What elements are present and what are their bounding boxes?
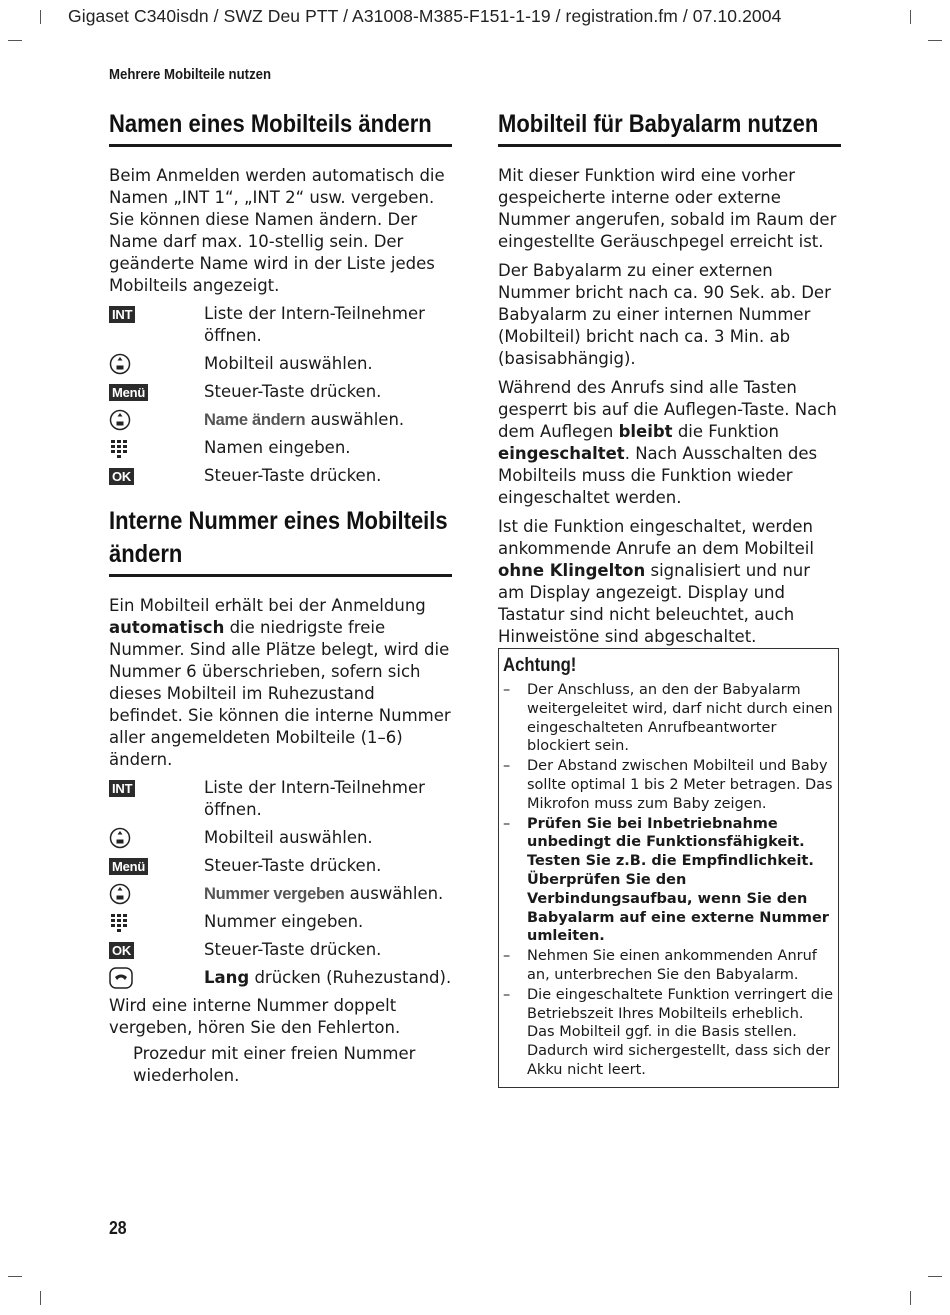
right-column xyxy=(498,108,841,655)
left-column xyxy=(109,108,452,1087)
section-intro: Beim Anmelden werden automatisch die Namen „INT 1“, „INT 2“ usw. vergeben. Sie können diese Namen ändern. Der Name darf max. 10-stellig sein. Der geänderte Name wird in der Liste jedes Mobilteils angezeigt. xyxy=(109,166,445,295)
warning-item: – Nehmen Sie einen ankommenden Anruf an, unterbrechen Sie den Babyalarm. xyxy=(503,948,817,983)
crop-mark xyxy=(910,1291,911,1305)
keypad-icon xyxy=(109,437,131,459)
crop-mark xyxy=(8,1276,22,1277)
step-text: Steuer-Taste drücken. xyxy=(204,382,382,401)
warning-item: – Der Anschluss, an den der Babyalarm weitergeleitet wird, darf nicht durch einen eingeschalteten Anrufbeantworter blockiert sein. xyxy=(503,682,833,755)
step-text: Name ändern auswählen. xyxy=(204,410,405,429)
step-text: Steuer-Taste drücken. xyxy=(204,466,382,485)
instruction-step xyxy=(109,967,452,989)
int-key-icon: INT xyxy=(109,780,135,797)
paragraph: Während des Anrufs sind alle Tasten gesperrt bis auf die Auflegen-Taste. Nach dem Auflegen bleibt die Funktion eingeschaltet. Nach Ausschalten des Mobilteils muss die Funktion wieder eingeschaltet werden. xyxy=(498,378,837,507)
crop-mark xyxy=(8,40,22,41)
navigation-key-icon xyxy=(109,883,131,905)
instruction-step xyxy=(109,777,452,821)
navigation-key-icon xyxy=(109,353,131,375)
retry-instruction: Prozedur mit einer freien Nummer wiederholen. xyxy=(133,1044,416,1085)
menu-entry-name: Name ändern xyxy=(204,411,306,429)
paragraph: Ist die Funktion eingeschaltet, werden ankommende Anrufe an dem Mobilteil ohne Klingelton signalisiert und nur am Display angezeigt. Display und Tastatur sind nicht beleuchtet, auch Hinweistöne sind abgeschaltet. xyxy=(498,517,814,646)
instruction-step xyxy=(109,911,452,933)
crop-mark xyxy=(928,40,942,41)
crop-mark xyxy=(910,10,911,24)
menu-key-icon: Menü xyxy=(109,384,148,401)
navigation-key-icon xyxy=(109,409,131,431)
instruction-step xyxy=(109,855,452,877)
crop-mark xyxy=(40,10,41,24)
paragraph: Der Babyalarm zu einer externen Nummer bricht nach ca. 90 Sek. ab. Der Babyalarm zu einer internen Nummer (Mobilteil) bricht nach ca. 3 Min. ab (basisabhängig). xyxy=(498,261,831,368)
navigation-key-icon xyxy=(109,827,131,849)
warning-item: – Die eingeschaltete Funktion verringert die Betriebszeit Ihres Mobilteils erheblich. Das Mobilteil ggf. in die Basis stellen. Dadurch wird sichergestellt, dass sich der Akku nicht leert. xyxy=(503,986,834,1078)
warning-item: – Der Abstand zwischen Mobilteil und Baby sollte optimal 1 bis 2 Meter betragen. Das Mikrofon muss zum Baby zeigen. xyxy=(503,758,833,812)
ok-key-icon: OK xyxy=(109,468,134,485)
int-key-icon: INT xyxy=(109,306,135,323)
document-slug: Gigaset C340isdn / SWZ Deu PTT / A31008-M385-F151-1-19 / registration.fm / 07.10.2004 xyxy=(68,6,782,26)
error-tone-note: Wird eine interne Nummer doppelt vergeben, hören Sie den Fehlerton. xyxy=(109,996,401,1037)
section-heading-name-change: Namen eines Mobilteils ändern xyxy=(109,108,452,147)
paragraph: Mit dieser Funktion wird eine vorher gespeicherte interne oder externe Nummer angerufen, sobald im Raum der eingestellte Geräuschpegel erreicht ist. xyxy=(498,166,837,251)
crop-mark xyxy=(40,1291,41,1305)
menu-key-icon: Menü xyxy=(109,858,148,875)
section-intro: Ein Mobilteil erhält bei der Anmeldung automatisch die niedrigste freie Nummer. Sind alle Plätze belegt, wird die Nummer 6 überschrieben, sofern sich dieses Mobilteil im Ruhezustand befindet. Sie können die interne Nummer aller angemeldeten Mobilteile (1–6) ändern. xyxy=(109,596,451,769)
step-text: Mobilteil auswählen. xyxy=(204,354,373,373)
step-text: Lang drücken (Ruhezustand). xyxy=(204,968,452,987)
step-text: Nummer eingeben. xyxy=(204,912,364,931)
ok-key-icon: OK xyxy=(109,942,134,959)
instruction-step xyxy=(109,465,452,487)
end-call-key-icon xyxy=(109,967,133,989)
section-heading-number-change: Interne Nummer eines Mobilteils ändern xyxy=(109,505,452,577)
instruction-step xyxy=(109,437,452,459)
instruction-step xyxy=(109,303,452,347)
step-text: Liste der Intern-Teilnehmer öffnen. xyxy=(204,304,425,345)
instruction-steps xyxy=(109,303,452,487)
warning-box xyxy=(498,648,839,1088)
step-text: Liste der Intern-Teilnehmer öffnen. xyxy=(204,778,425,819)
step-text: Steuer-Taste drücken. xyxy=(204,856,382,875)
instruction-step xyxy=(109,381,452,403)
step-text: Steuer-Taste drücken. xyxy=(204,940,382,959)
warning-title: Achtung! xyxy=(503,655,577,676)
warning-item: – Prüfen Sie bei Inbetriebnahme unbedingt die Funktionsfähigkeit. Testen Sie z.B. die Empfindlichkeit. Überprüfen Sie den Verbindungsaufbau, wenn Sie den Babyalarm auf eine externe Nummer umleiten. xyxy=(503,815,829,945)
instruction-step xyxy=(109,827,452,849)
menu-entry-name: Nummer vergeben xyxy=(204,885,345,903)
instruction-steps xyxy=(109,777,452,989)
step-text: Namen eingeben. xyxy=(204,438,351,457)
instruction-step xyxy=(109,883,452,905)
instruction-step xyxy=(109,939,452,961)
crop-mark xyxy=(928,1276,942,1277)
instruction-step xyxy=(109,409,452,431)
step-text: Nummer vergeben auswählen. xyxy=(204,884,444,903)
keypad-icon xyxy=(109,911,131,933)
page-number: 28 xyxy=(109,1218,127,1238)
section-heading-babyalarm: Mobilteil für Babyalarm nutzen xyxy=(498,108,841,147)
step-text: Mobilteil auswählen. xyxy=(204,828,373,847)
instruction-step xyxy=(109,353,452,375)
running-head: Mehrere Mobilteile nutzen xyxy=(109,66,272,83)
